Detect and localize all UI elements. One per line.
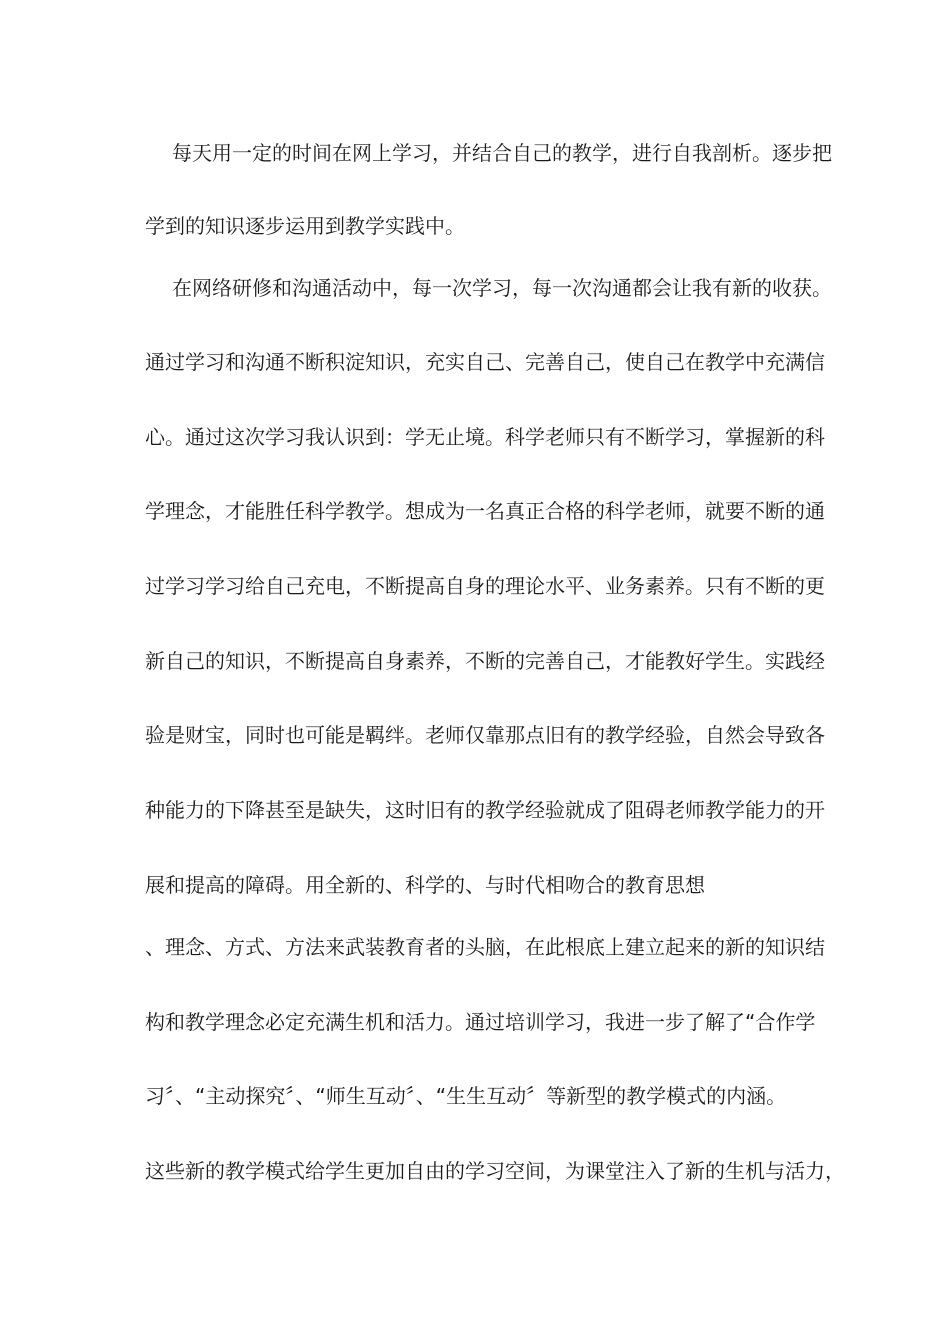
text-line-12: 、理念、方式、方法来武装教育者的头脑，在此根底上建立起来的新的知识结 (145, 935, 825, 959)
text-line-10: 种能力的下降甚至是缺失，这时旧有的教学经验就成了阻碍老师教学能力的开 (145, 798, 825, 822)
text-line-7: 过学习学习给自己充电，不断提高自身的理论水平、业务素养。只有不断的更 (145, 574, 825, 598)
text-line-14: 习〞、“主动探究〞、“师生互动〞、“生生互动〞等新型的教学模式的内涵。 (145, 1084, 787, 1108)
text-line-15: 这些新的教学模式给学生更加自由的学习空间，为课堂注入了新的生机与活力， (145, 1159, 845, 1183)
text-line-8: 新自己的知识，不断提高自身素养，不断的完善自己，才能教好学生。实践经 (145, 649, 825, 673)
text-line-1: 每天用一定的时间在网上学习，并结合自己的教学，进行自我剖析。逐步把 (172, 141, 832, 165)
text-line-9: 验是财宝，同时也可能是羁绊。老师仅靠那点旧有的教学经验，自然会导致各 (145, 723, 825, 747)
text-line-13: 构和教学理念必定充满生机和活力。通过培训学习，我进一步了解了“合作学 (145, 1010, 816, 1034)
text-line-6: 学理念，才能胜任科学教学。想成为一名真正合格的科学老师，就要不断的通 (145, 499, 825, 523)
text-line-4: 通过学习和沟通不断积淀知识，充实自己、完善自己，使自己在教学中充满信 (145, 350, 825, 374)
text-line-11: 展和提高的障碍。用全新的、科学的、与时代相吻合的教育思想 (145, 873, 705, 897)
text-line-5: 心。通过这次学习我认识到：学无止境。科学老师只有不断学习，掌握新的科 (145, 425, 825, 449)
text-line-3: 在网络研修和沟通活动中，每一次学习，每一次沟通都会让我有新的收获。 (172, 276, 832, 300)
text-line-2: 学到的知识逐步运用到教学实践中。 (145, 214, 465, 238)
